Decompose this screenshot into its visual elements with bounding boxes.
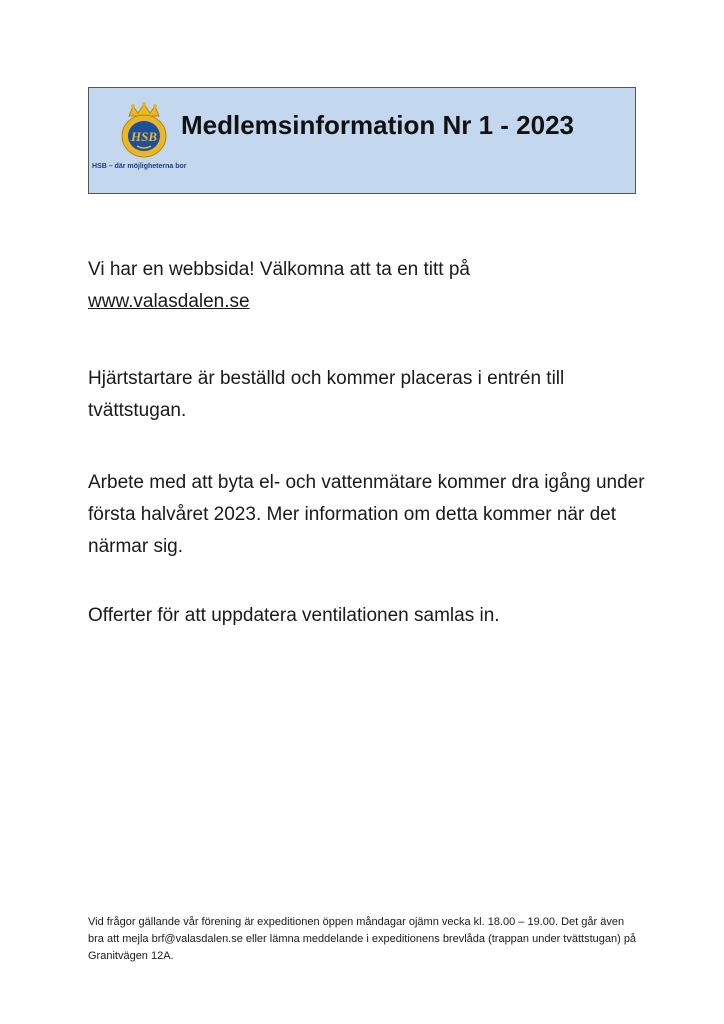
website-link[interactable]: www.valasdalen.se <box>88 291 250 312</box>
paragraph-ventilation: Offerter för att uppdatera ventilationen samlas in. <box>88 605 500 626</box>
header-box <box>88 87 636 194</box>
footer-note: Vid frågor gällande vår förening är expeditionen öppen måndagar ojämn vecka kl. 18.00 – 19.00. Det går även bra att mejla brf@valasdalen.se eller lämna meddelande i expeditionens brevlåda (trappan under tvättstugan) på Granitvägen 12A. <box>88 916 637 962</box>
page-title: Medlemsinformation Nr 1 - 2023 <box>181 110 574 140</box>
website-intro-text: Vi har en webbsida! Välkomna att ta en titt på <box>88 259 470 280</box>
tagline: HSB – där möjligheterna bor <box>92 163 187 170</box>
paragraph-defibrillator: Hjärtstartare är beställd och kommer placeras i entrén till tvättstugan. <box>88 368 565 421</box>
hsb-logo-icon <box>115 102 173 160</box>
logo-text: HSB <box>130 129 158 144</box>
paragraph-website <box>88 254 648 318</box>
paragraph-meters: Arbete med att byta el- och vattenmätare kommer dra igång under första halvåret 2023. Mer information om detta kommer när det närmar sig. <box>88 472 645 557</box>
